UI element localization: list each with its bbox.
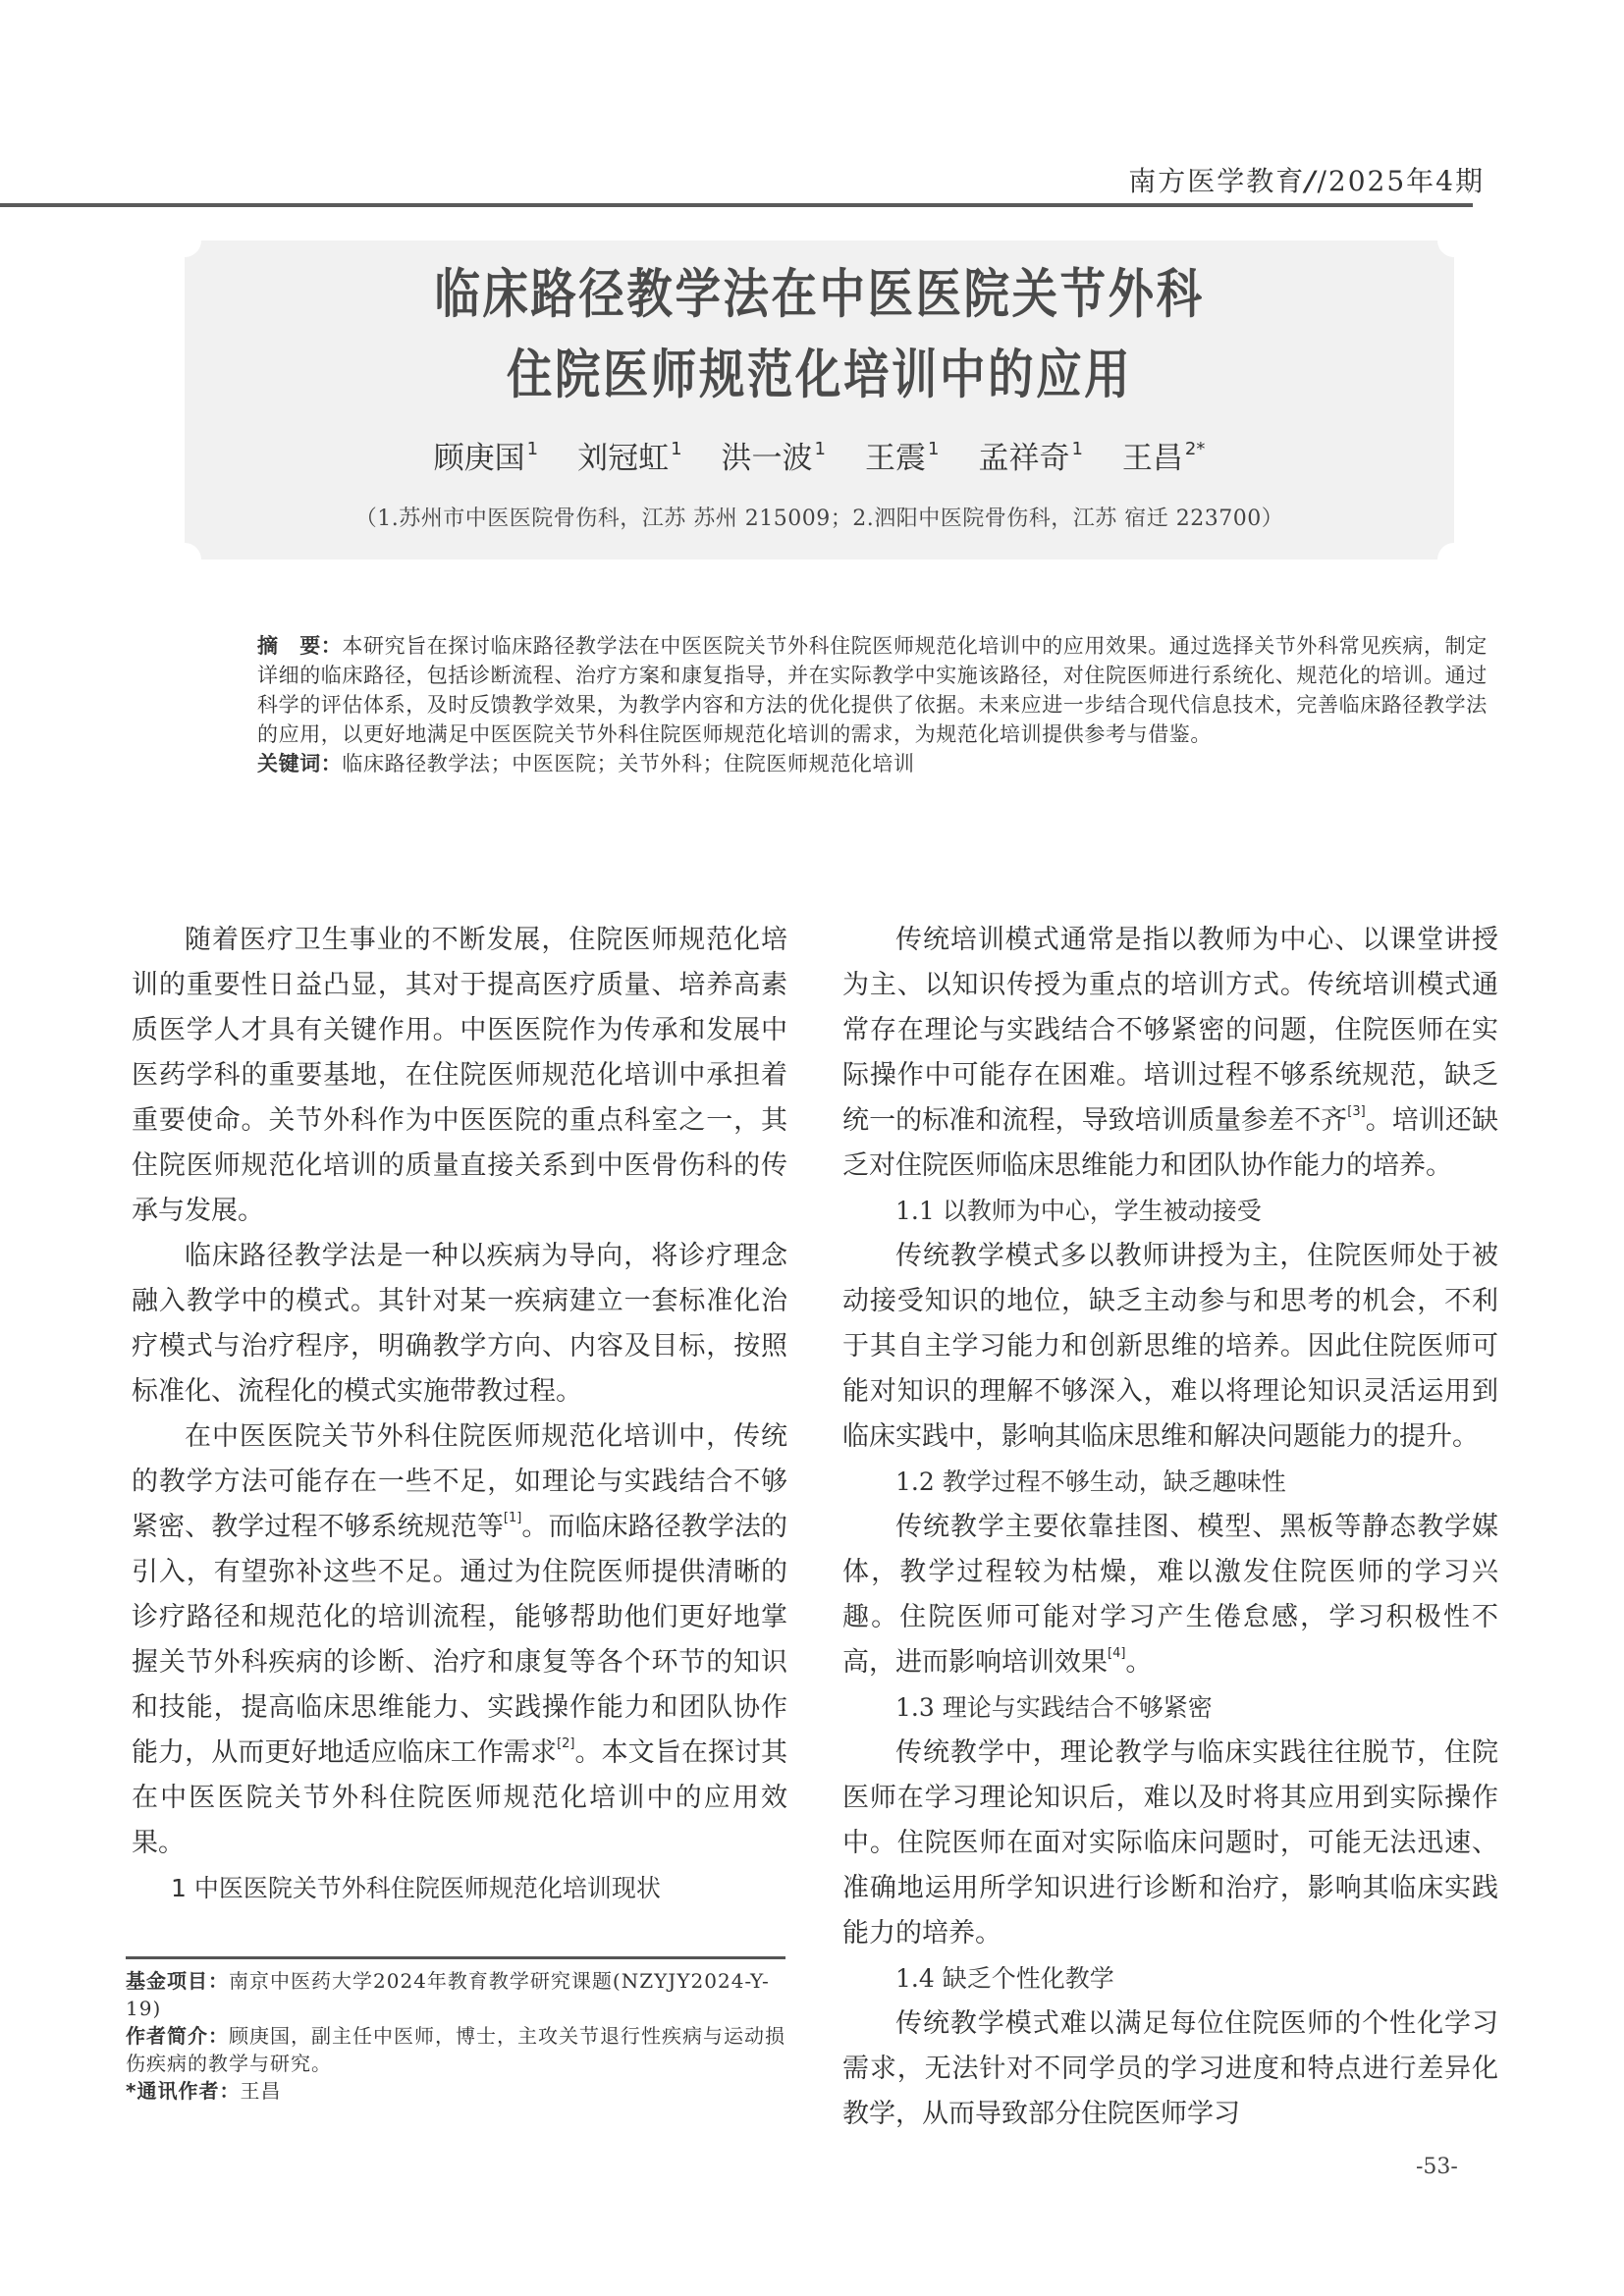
affiliations: （1.苏州市中医医院骨伤科，江苏 苏州 215009；2.泗阳中医院骨伤科，江苏 宿迁 223700） (354, 507, 1284, 531)
paragraph: 在中医医院关节外科住院医师规范化培训中，传统的教学方法可能存在一些不足，如理论与实践结合不够紧密、教学过程不够系统规范等[1]。而临床路径教学法的引入，有望弥补这些不足。通过为住院医师提供清晰的诊疗路径和规范化的培训流程，能够帮助他们更好地掌握关节外科疾病的诊断、治疗和康复等各个环节的知识和技能，提高临床思维能力、实践操作能力和团队协作能力，从而更好地适应临床工作需求[2]。本文旨在探讨其在中医医院关节外科住院医师规范化培训中的应用效果。 (132, 1421, 788, 1858)
footnote-rule (126, 1956, 785, 1959)
running-header (1128, 165, 1485, 198)
author: 洪一波 $^1$ (721, 439, 826, 476)
footnote-area (126, 1956, 793, 2105)
title-box-corner (168, 224, 201, 257)
body-column-right (842, 918, 1498, 2137)
journal-issue: /2025年4期 (1317, 165, 1485, 197)
article-title-line-2: 住院医师规范化培训中的应用 (506, 344, 1133, 405)
section-heading: 1 中医医院关节外科住院医师规范化培训现状 (171, 1874, 661, 1902)
keywords-text: 临床路径教学法；中医医院；关节外科；住院医师规范化培训 (342, 752, 915, 775)
footnotes (126, 1967, 793, 2105)
page-number: -53- (1416, 2155, 1458, 2179)
journal-name: 南方医学教育 (1128, 165, 1306, 197)
funding-note: 基金项目：南京中医药大学2024年教育教学研究课题(NZYJY2024-Y-19) (126, 1969, 770, 2020)
author-list (185, 437, 1454, 480)
paragraph: 随着医疗卫生事业的不断发展，住院医师规范化培训的重要性日益凸显，其对于提高医疗质量、培养高素质医学人才具有关键作用。中医医院作为传承和发展中医药学科的重要基地，在住院医师规范化培训中承担着重要使命。关节外科作为中医医院的重点科室之一，其住院医师规范化培训的质量直接关系到中医骨伤科的传承与发展。 (132, 925, 787, 1226)
paragraph: 传统培训模式通常是指以教师为中心、以课堂讲授为主、以知识传授为重点的培训方式。传统培训模式通常存在理论与实践结合不够紧密的问题，住院医师在实际操作中可能存在困难。培训过程不够系统规范，缺乏统一的标准和流程，导致培训质量参差不齐[3]。培训还缺乏对住院医师临床思维能力和团队协作能力的培养。 (842, 925, 1499, 1181)
citation-ref[interactable]: [1] (503, 1511, 522, 1525)
title-box (185, 240, 1454, 560)
author: 刘冠虹 $^1$ (577, 439, 682, 476)
abstract-body (192, 631, 1489, 749)
keywords (192, 749, 1489, 778)
article-title-line-1: 临床路径教学法在中医医院关节外科 (434, 263, 1205, 325)
citation-ref[interactable]: [3] (1347, 1104, 1366, 1119)
title-box-corner (168, 543, 201, 576)
paragraph: 传统教学模式难以满足每位住院医师的个性化学习需求，无法针对不同学员的学习进度和特点进行差异化教学，从而导致部分住院医师学习 (842, 2008, 1498, 2129)
title-box-corner (1437, 543, 1471, 576)
subsection-heading: 1.4 缺乏个性化教学 (895, 1964, 1114, 1993)
paragraph: 临床路径教学法是一种以疾病为导向，将诊疗理念融入教学中的模式。其针对某一疾病建立一套标准化治疗模式与治疗程序，明确教学方向、内容及目标，按照标准化、流程化的模式实施带教过程。 (132, 1241, 787, 1407)
paragraph: 传统教学主要依靠挂图、模型、黑板等静态教学媒体，教学过程较为枯燥，难以激发住院医师的学习兴趣。住院医师可能对学习产生倦怠感，学习积极性不高，进而影响培训效果[4]。 (842, 1512, 1498, 1678)
author: 王震 $^1$ (865, 439, 940, 476)
body-column-left (132, 918, 787, 1911)
title-box-corner (1437, 224, 1471, 257)
header-rule (0, 203, 1473, 207)
keywords-label: 关键词： (257, 752, 343, 775)
corresponding-author-note: *通讯作者：王昌 (126, 2079, 282, 2103)
subsection-heading: 1.3 理论与实践结合不够紧密 (895, 1693, 1213, 1722)
abstract-label: 摘 要： (257, 634, 343, 658)
abstract-text: 本研究旨在探讨临床路径教学法在中医医院关节外科住院医师规范化培训中的应用效果。通过选择关节外科常见疾病，制定详细的临床路径，包括诊断流程、治疗方案和康复指导，并在实际教学中实施该路径，对住院医师进行系统化、规范化的培训。通过科学的评估体系，及时反馈教学效果，为教学内容和方法的优化提供了依据。未来应进一步结合现代信息技术，完善临床路径教学法的应用，以更好地满足中医医院关节外科住院医师规范化培训的需求，为规范化培训提供参考与借鉴。 (257, 634, 1488, 746)
citation-ref[interactable]: [2] (557, 1736, 575, 1751)
journal-slash: / (1301, 165, 1322, 197)
abstract (192, 631, 1489, 778)
author: 孟祥奇 $^1$ (978, 439, 1083, 476)
author-bio-note: 作者简介：顾庚国，副主任中医师，博士，主攻关节退行性疾病与运动损伤疾病的教学与研究。 (126, 2024, 785, 2075)
paragraph: 传统教学模式多以教师讲授为主，住院医师处于被动接受知识的地位，缺乏主动参与和思考的机会，不利于其自主学习能力和创新思维的培养。因此住院医师可能对知识的理解不够深入，难以将理论知识灵活运用到临床实践中，影响其临床思维和解决问题能力的提升。 (842, 1241, 1498, 1452)
author: 顾庚国 $^1$ (433, 439, 539, 476)
subsection-heading: 1.1 以教师为中心，学生被动接受 (895, 1197, 1262, 1225)
subsection-heading: 1.2 教学过程不够生动，缺乏趣味性 (895, 1468, 1286, 1496)
citation-ref[interactable]: [4] (1108, 1646, 1126, 1661)
author: 王昌 $^{2*}$ (1121, 439, 1206, 476)
paragraph: 传统教学中，理论教学与临床实践往往脱节，住院医师在学习理论知识后，难以及时将其应用到实际操作中。住院医师在面对实际临床问题时，可能无法迅速、准确地运用所学知识进行诊断和治疗，影响其临床实践能力的培养。 (842, 1737, 1498, 1949)
